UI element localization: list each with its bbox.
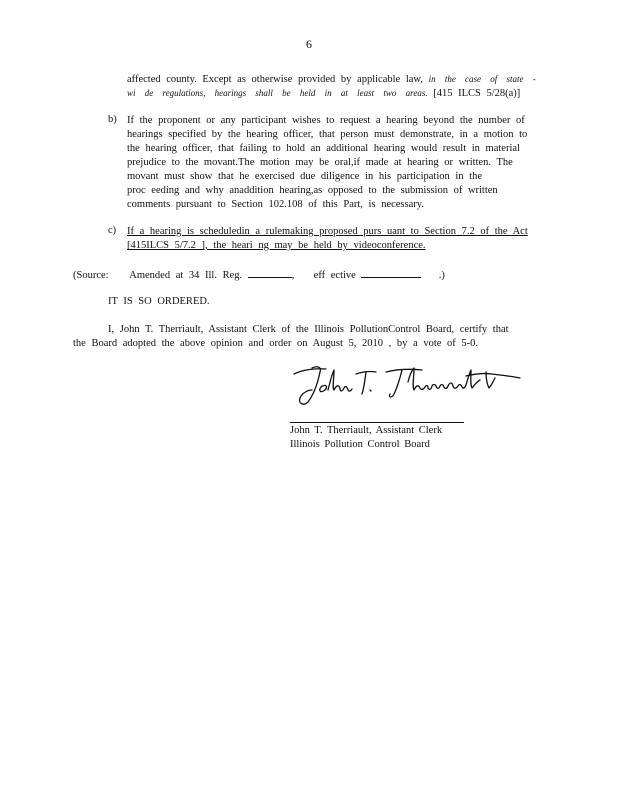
para-b-line: comments pursuant to Section 102.108 of this Part, is necessary.: [127, 199, 424, 210]
para-a-line-1-italic: in the case of state -: [428, 74, 536, 84]
para-c-line: If a hearing is scheduledin a rulemaking proposed purs uant to Section 7.2 of the Act: [127, 226, 528, 237]
source-prefix: (Source:: [73, 270, 109, 281]
certification-line-1: I, John T. Therriault, Assistant Clerk of the Illinois PollutionControl Board, certify that: [108, 324, 509, 335]
effective-date-blank: [361, 267, 421, 278]
para-b-line: movant must show that he exercised due diligence in his participation in the: [127, 171, 483, 182]
para-b-line: hearings specified by the hearing officer, that person must demonstrate, in a motion to: [127, 129, 528, 140]
source-amended: Amended at 34 Ill. Reg.: [129, 270, 243, 281]
signature-line: [290, 422, 464, 423]
para-b-marker: b): [108, 114, 117, 125]
para-a-line-1-text: affected county. Except as otherwise provided by applicable law,: [127, 74, 423, 85]
page-number: 6: [306, 37, 312, 51]
para-b-line: prejudice to the movant.The motion may be oral,if made at hearing or written. The: [127, 157, 513, 168]
register-blank: [248, 267, 292, 278]
para-c-marker: c): [108, 225, 117, 236]
certification-line-2: the Board adopted the above opinion and order on August 5, 2010 , by a vote of 5-0.: [73, 338, 479, 349]
para-a-line-2-italic: wi de regulations, hearings shall be held in at least two areas.: [127, 88, 428, 98]
para-c-line: [415ILCS 5/7.2 ], the heari ng may be held by videoconference.: [127, 240, 426, 251]
para-a-line-1: [127, 72, 536, 87]
source-note: [73, 267, 445, 283]
source-effective: eff ective: [313, 270, 356, 281]
source-suffix: .): [438, 270, 445, 281]
order-statement: IT IS SO ORDERED.: [108, 296, 210, 307]
para-a-line-2: [127, 86, 520, 101]
signatory-organization: Illinois Pollution Control Board: [290, 439, 430, 450]
para-b-line: proc eeding and why anaddition hearing,as opposed to the submission of written: [127, 185, 498, 196]
para-b-line: If the proponent or any participant wishes to request a hearing beyond the number of: [127, 115, 525, 126]
signatory-name-title: John T. Therriault, Assistant Clerk: [290, 425, 443, 436]
handwritten-signature: [290, 360, 526, 410]
source-comma: ,: [291, 270, 295, 281]
para-a-citation: [415 ILCS 5/28(a)]: [433, 88, 521, 99]
para-b-line: the hearing officer, that failing to hold an additional hearing would result in material: [127, 143, 520, 154]
